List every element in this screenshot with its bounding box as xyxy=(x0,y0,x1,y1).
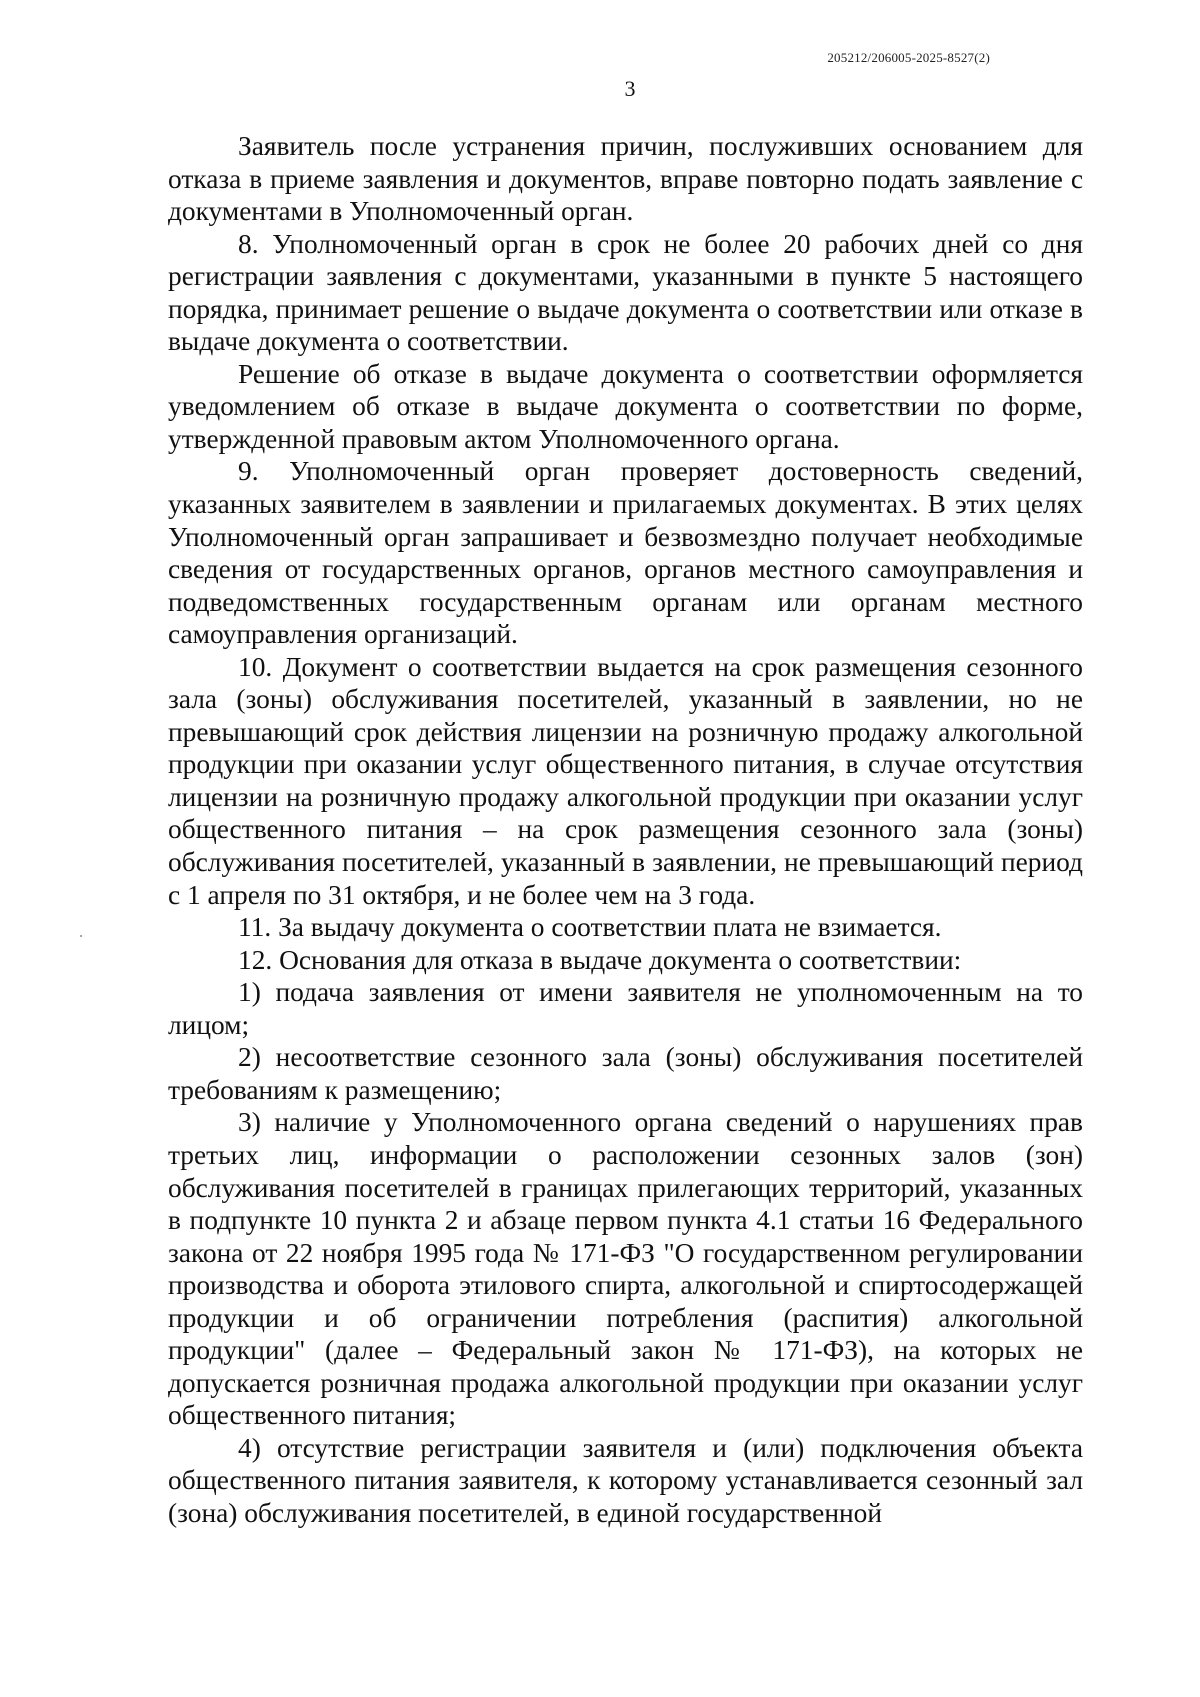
paragraph-subitem-2: 2) несоответствие сезонного зала (зоны) обслуживания посетителей требованиям к размещению; xyxy=(168,1042,1083,1105)
paragraph-item-8: 8. Уполномоченный орган в срок не более 20 рабочих дней со дня регистрации заявления с документами, указанными в пункте 5 настоящего порядка, принимает решение о выдаче документа о соответствии или отказе в выдаче документа о соответствии. xyxy=(168,228,1083,357)
paragraph-subitem-1: 1) подача заявления от имени заявителя не уполномоченным на то лицом; xyxy=(168,977,1083,1040)
paragraph-subitem-3: 3) наличие у Уполномоченного органа сведений о нарушениях прав третьих лиц, информации о расположении сезонных залов (зон) обслуживания посетителей в границах прилегающих территорий, указанных в подпункте 10 пункта 2 и абзаце первом пункта 4.1 статьи 16 Федерального закона от 22 ноября 1995 года № 171-ФЗ "О государственном регулировании производства и оборота этилового спирта, алкогольной и спиртосодержащей продукции и об ограничении потребления (распития) алкогольной продукции" (далее – Федеральный закон № 171-ФЗ), на которых не допускается розничная продажа алкогольной продукции при оказании услуг общественного питания; xyxy=(168,1107,1083,1431)
paragraph-reapply: Заявитель после устранения причин, послуживших основанием для отказа в приеме заявления и документов, вправе повторно подать заявление с документами в Уполномоченный орган. xyxy=(168,131,1083,227)
document-id: 205212/206005-2025-8527(2) xyxy=(827,50,990,65)
paragraph-subitem-4: 4) отсутствие регистрации заявителя и (или) подключения объекта общественного питания заявителя, к которому устанавливается сезонный зал (зона) обслуживания посетителей, в единой государственной xyxy=(168,1432,1083,1528)
document-body xyxy=(168,130,1083,1530)
paragraph-item-10: 10. Документ о соответствии выдается на срок размещения сезонного зала (зоны) обслуживания посетителей, указанный в заявлении, но не превышающий срок действия лицензии на розничную продажу алкогольной продукции при оказании услуг общественного питания, в случае отсутствия лицензии на розничную продажу алкогольной продукции при оказании услуг общественного питания – на срок размещения сезонного зала (зоны) обслуживания посетителей, указанный в заявлении, не превышающий период с 1 апреля по 31 октября, и не более чем на 3 года. xyxy=(168,651,1083,910)
page-number: 3 xyxy=(624,76,636,101)
paragraph-refusal-decision: Решение об отказе в выдаче документа о соответствии оформляется уведомлением об отказе в выдаче документа о соответствии по форме, утвержденной правовым актом Уполномоченного органа. xyxy=(168,358,1083,454)
scan-speck xyxy=(80,935,82,937)
paragraph-item-9: 9. Уполномоченный орган проверяет достоверность сведений, указанных заявителем в заявлении и прилагаемых документах. В этих целях Уполномоченный орган запрашивает и безвозмездно получает необходимые сведения от государственных органов, органов местного самоуправления и подведомственных государственным органам или органам местного самоуправления организаций. xyxy=(168,456,1083,650)
paragraph-item-12: 12. Основания для отказа в выдаче документа о соответствии: xyxy=(238,944,962,975)
paragraph-item-11: 11. За выдачу документа о соответствии плата не взимается. xyxy=(238,912,942,943)
